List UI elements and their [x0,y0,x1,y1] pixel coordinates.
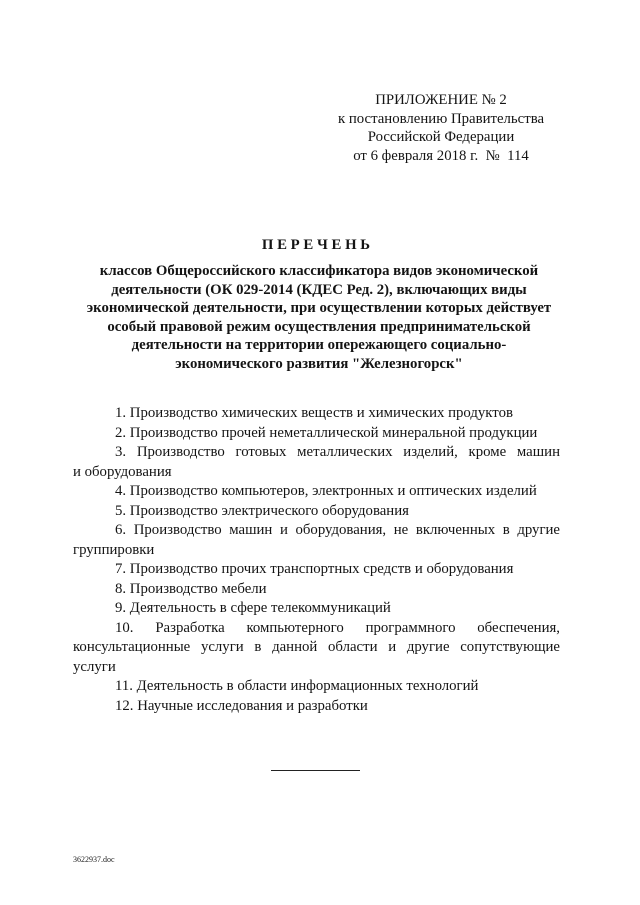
list-item-line: 11. Деятельность в области информационных технологий [115,678,479,694]
list-item-line: 3. Производство готовых металлических изделий, кроме машин [115,444,560,460]
list-item-line: услуги [73,658,116,675]
list-item [73,599,560,619]
appendix-date-number-line: от 6 февраля 2018 г. № 114 [353,148,529,165]
list-item-line: группировки [73,541,155,558]
subtitle-line: экономической деятельности, при осуществлении которых действует [86,300,552,317]
document-title: П Е Р Е Ч Е Н Ь [261,237,371,253]
appendix-decree-line: к постановлению Правительства [337,110,545,127]
list-item-line: 8. Производство мебели [115,580,267,597]
subtitle-line: классов Общероссийского классификатора видов экономической [99,263,539,279]
list-item-line: 1. Производство химических веществ и химических продуктов [115,405,513,421]
list-item-line: консультационные услуги в данной области и другие сопутствующие [73,639,560,655]
list-item [73,443,560,482]
list-item [73,677,560,697]
list-item-line: 10. Разработка компьютерного программного обеспечения, [115,619,560,636]
list-item-line: 4. Производство компьютеров, электронных и оптических изделий [115,483,537,499]
list-item [73,424,560,444]
list-item [73,404,560,424]
list-item [73,560,560,580]
list-item [73,580,560,600]
subtitle-line: экономического развития "Железногорск" [175,355,463,372]
list-item [73,521,560,560]
list-item-line: 2. Производство прочей неметаллической минеральной продукции [115,424,538,441]
subtitle-line: особый правовой режим осуществления предпринимательской [107,318,531,335]
list-item-line: 5. Производство электрического оборудования [115,502,409,519]
document-subtitle [60,262,578,374]
appendix-title: ПРИЛОЖЕНИЕ № 2 [375,92,507,108]
list-item [73,619,560,678]
subtitle-line: деятельности на территории опережающего социально- [131,337,507,354]
list-item-line: и оборудования [73,463,172,480]
appendix-government-line: Российской Федерации [367,129,515,146]
end-divider [271,770,360,771]
list-item-line: 12. Научные исследования и разработки [115,697,368,714]
list-item [73,697,560,717]
list-item-line: 6. Производство машин и оборудования, не включенных в другие [115,522,560,538]
activity-list [73,404,560,716]
list-item-line: 7. Производство прочих транспортных средств и оборудования [115,561,514,577]
list-item [73,482,560,502]
list-item-line: 9. Деятельность в сфере телекоммуникаций [115,600,391,616]
list-item [73,502,560,522]
subtitle-line: деятельности (ОК 029-2014 (КДЕС Ред. 2), включающих виды [111,281,527,298]
appendix-header [330,91,552,166]
document-file-id: 3622937.doc [73,855,115,864]
